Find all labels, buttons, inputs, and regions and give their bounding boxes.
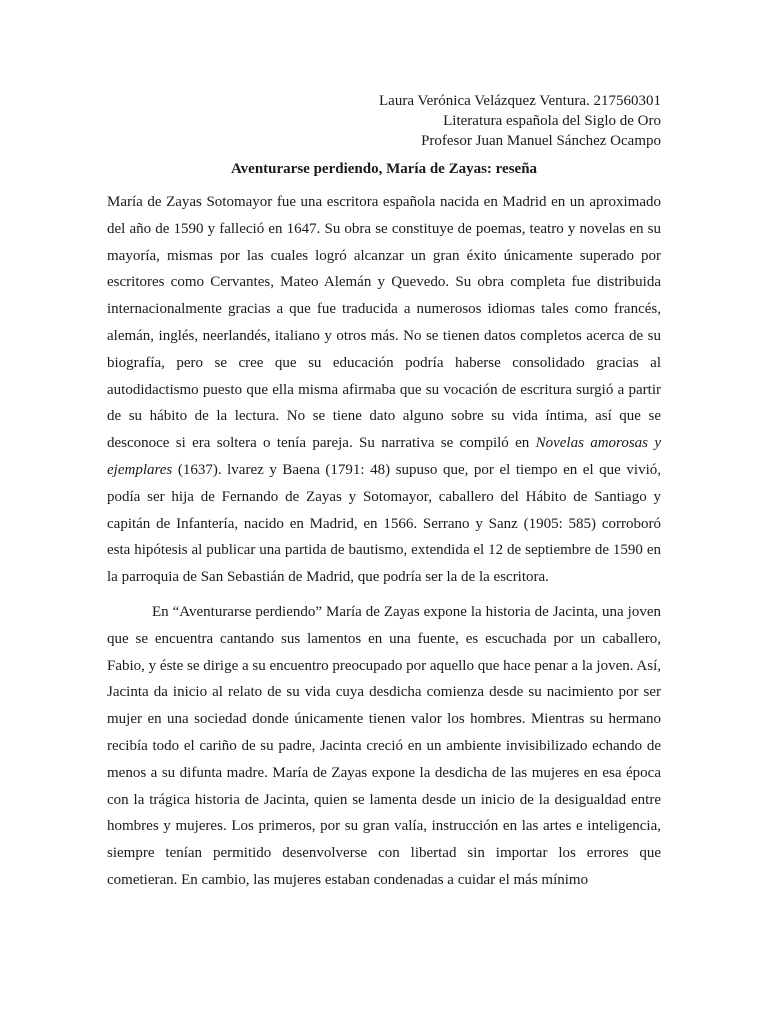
professor-line: Profesor Juan Manuel Sánchez Ocampo (421, 133, 661, 149)
paragraph-1-text-a: María de Zayas Sotomayor fue una escritora española nacida en Madrid en un aproximado del año de 1590 y falleció en 1647. Su obra se constituye de poemas, teatro y novelas en su mayoría, mismas por las cuales logró alcanzar un gran éxito únicamente superado por escritores como Cervantes, Mateo Alemán y Quevedo. Su obra completa fue distribuida internacionalmente gracias a que fue traducida a numerosos idiomas tales como francés, alemán, inglés, neerlandés, italiano y otros más. No se tienen datos completos acerca de su biografía, pero se cree que su educación podría haberse consolidado gracias al autodidactismo puesto que ella misma afirmaba que su vocación de escritura surgió a partir de su hábito de la lectura. No se tiene dato alguno sobre su vida íntima, así que se desconoce si era soltera o tenía pareja. Su narrativa se compiló en (107, 194, 661, 452)
paragraph-2: En “Aventurarse perdiendo” María de Zayas expone la historia de Jacinta, una joven que se encuentra cantando sus lamentos en una fuente, es escuchada por un caballero, Fabio, y éste se dirige a su encuentro preocupado por aquello que hace penar a la joven. Así, Jacinta da inicio al relato de su vida cuya desdicha comienza desde su nacimiento por ser mujer en una sociedad donde únicamente tienen valor los hombres. Mientras su hermano recibía todo el cariño de su padre, Jacinta creció en un ambiente invisibilizado echando de menos a su difunta madre. María de Zayas expone la desdicha de las mujeres en esa época con la trágica historia de Jacinta, quien se lamenta desde un inicio de la desigualdad entre hombres y mujeres. Los primeros, por su gran valía, instrucción en las artes e inteligencia, siempre tenían permitido desenvolverse con libertad sin importar los errores que cometieran. En cambio, las mujeres estaban condenadas a cuidar el más mínimo (107, 603, 661, 888)
author-line: Laura Verónica Velázquez Ventura. 217560301 (379, 93, 661, 109)
document-title: Aventurarse perdiendo, María de Zayas: reseña (230, 161, 538, 177)
book-title-italic: Novelas amorosas y ejemplares (107, 435, 661, 478)
paragraph-1 (107, 189, 661, 591)
course-line: Literatura española del Siglo de Oro (443, 113, 661, 129)
document-header (107, 91, 661, 151)
paragraph-1-text-b: (1637). lvarez y Baena (1791: 48) supuso que, por el tiempo en el que vivió, podía ser hija de Fernando de Zayas y Sotomayor, caballero del Hábito de Santiago y capitán de Infantería, nacido en Madrid, en 1566. Serrano y Sanz (1905: 585) corroboró esta hipótesis al publicar una partida de bautismo, extendida el 12 de septiembre de 1590 en la parroquia de San Sebastián de Madrid, que podría ser la de la escritora. (107, 461, 661, 586)
